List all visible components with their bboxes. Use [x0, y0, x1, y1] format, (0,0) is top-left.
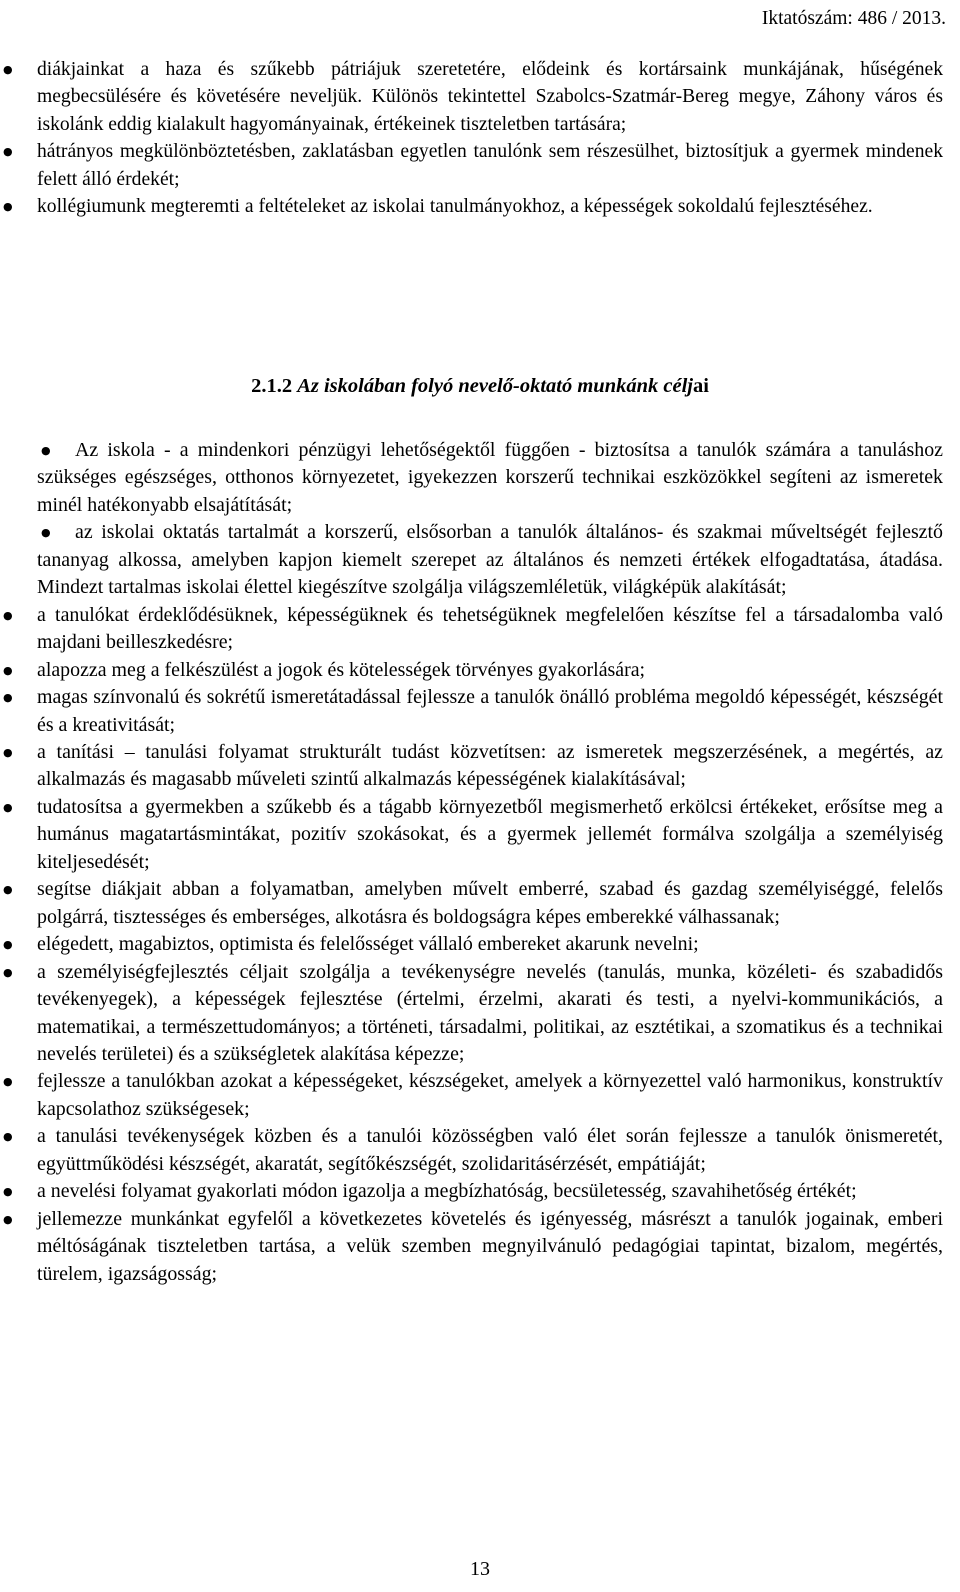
list-item: ● fejlessze a tanulókban azokat a képességeket, készségeket, amelyek a környezettel való harmonikus, konstruktív kapcsolathoz szükségesek;: [37, 1068, 943, 1123]
list-item: ● magas színvonalú és sokrétű ismeretátadással fejlessze a tanulók önálló probléma megoldó képességét, készségét és a kreativitását;: [37, 684, 943, 739]
list-item: ● segítse diákjait abban a folyamatban, amelyben művelt emberré, szabad és gazdag személyiséggé, felelős polgárrá, tisztességes és emberséges, alkotásra és boldogságra képes emberekké válhassanak;: [37, 876, 943, 931]
list-item: ● alapozza meg a felkészülést a jogok és kötelességek törvényes gyakorlására;: [37, 657, 943, 684]
list-item: ● a tanulókat érdeklődésüknek, képességüknek és tehetségüknek megfelelően készítse fel a társadalomba való majdani beilleszkedésre;: [37, 602, 943, 657]
list-item: ● a személyiségfejlesztés céljait szolgálja a tevékenységre nevelés (tanulás, munka, közéleti- és szabadidős tevékenyegek), a képességek fejlesztése (értelmi, érzelmi, akarati és testi, a nyelvi-kommunikációs, a matematikai, a természettudományos; a történeti, társadalmi, politikai, az esztétikai, a szomatikus és a technikai nevelés területei) és a szükségletek alakítása képezze;: [37, 959, 943, 1069]
list-item: ● jellemezze munkánkat egyfelől a következetes követelés és igényesség, másrészt a tanulók jogainak, emberi méltóságának tiszteletben tartása, a velük szemben megnyilvánuló pedagógiai tapintat, bizalom, megértés, türelem, igazságosság;: [37, 1206, 943, 1288]
list-item: ● kollégiumunk megteremti a feltételeket az iskolai tanulmányokhoz, a képességek sokoldalú fejlesztéséhez.: [37, 193, 943, 220]
list-item: ● a nevelési folyamat gyakorlati módon igazolja a megbízhatóság, becsületesség, szavahihetőség értékét;: [37, 1178, 943, 1205]
page-number: 13: [470, 1558, 490, 1580]
list-item: ● a tanítási – tanulási folyamat strukturált tudást közvetítsen: az ismeretek megszerzésének, a megértés, az alkalmazás és magasabb műveleti szintű alkalmazás képességének kialakításával;: [37, 739, 943, 794]
document-reference-number: Iktatószám: 486 / 2013.: [761, 8, 946, 29]
list-item: ● Az iskola - a mindenkori pénzügyi lehetőségektől függően - biztosítsa a tanulók számára a tanuláshoz szükséges egészséges, otthonos környezetet, igyekezzen korszerű technikai eszközökkel segíteni az ismeretek minél hatékonyabb elsajátítását;: [37, 437, 943, 519]
section-number: 2.1.2: [251, 375, 293, 397]
list-item: ● elégedett, magabiztos, optimista és felelősséget vállaló embereket akarunk nevelni;: [37, 931, 943, 958]
bullet-list-goals: [37, 56, 943, 220]
bullet-list-aims: [37, 437, 943, 1288]
section-heading: [0, 375, 960, 398]
section-title: Az iskolában folyó nevelő-oktató munkánk célj: [297, 375, 693, 397]
list-item: ● a tanulási tevékenységek közben és a tanulói közösségben való élet során fejlessze a tanulók önismeretét, együttműködési készségét, akaratát, segítőkészségét, szolidaritásérzését, empátiáját;: [37, 1123, 943, 1178]
list-item: ● hátrányos megkülönböztetésben, zaklatásban egyetlen tanulónk sem részesülhet, biztosítjuk a gyermek mindenek felett álló érdekét;: [37, 138, 943, 193]
list-item: ● az iskolai oktatás tartalmát a korszerű, elsősorban a tanulók általános- és szakmai műveltségét fejlesztő tananyag alkossa, amelyben kapjon kiemelt szerepet az általános és nemzeti értékek elfogadtatása, átadása. Mindezt tartalmas iskolai élettel kiegészítve szolgálja világszemléletük, világképük alakítását;: [37, 519, 943, 601]
section-title-suffix: ai: [692, 375, 709, 397]
list-item: ● diákjainkat a haza és szűkebb pátriájuk szeretetére, elődeink és kortársaink munkájának, hűségének megbecsülésére és követésére neveljük. Különös tekintettel Szabolcs-Szatmár-Bereg megye, Záhony város és iskolánk eddig kialakult hagyományainak, értékeinek tiszteletben tartására;: [37, 56, 943, 138]
list-item: ● tudatosítsa a gyermekben a szűkebb és a tágabb környezetből megismerhető erkölcsi értékeket, erősítse meg a humánus magatartásmintákat, pozitív szokásokat, és a gyermek jellemét formálva szolgálja a személyiség kiteljesedését;: [37, 794, 943, 876]
